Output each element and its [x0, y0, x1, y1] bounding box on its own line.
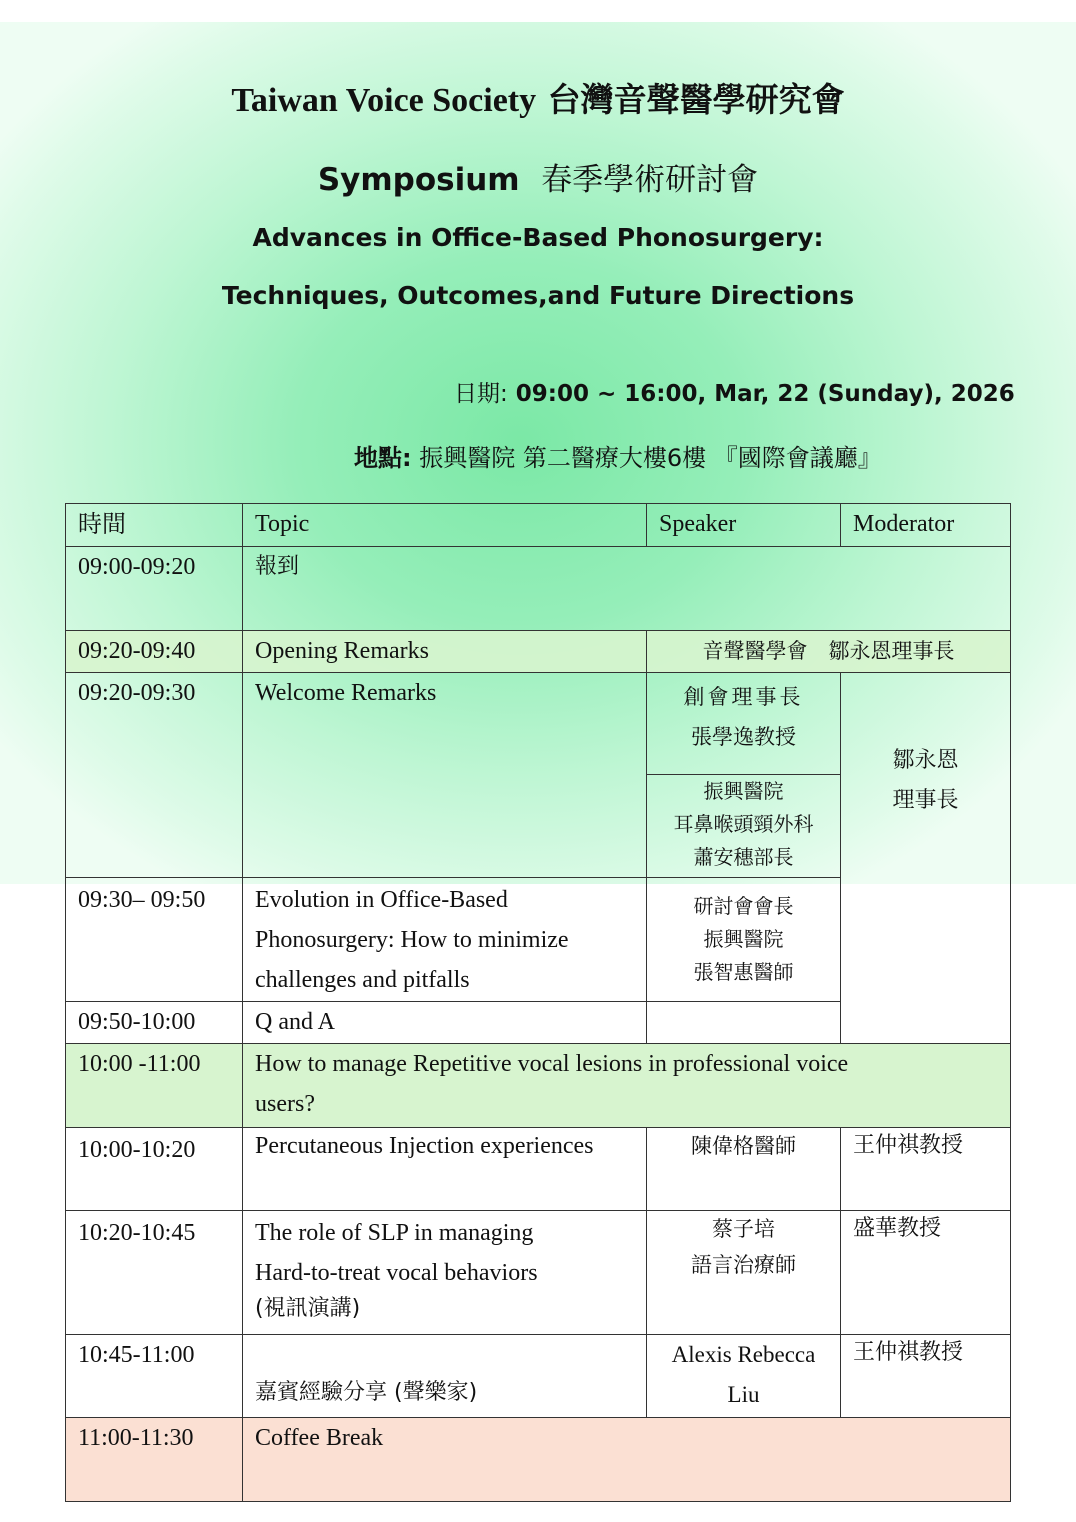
- speaker-cell: [647, 1002, 841, 1044]
- time-cell: 10:20-10:45: [66, 1211, 243, 1335]
- header-topic: Topic: [243, 504, 647, 547]
- topic-line: Phonosurgery: How to minimize: [255, 927, 569, 953]
- speaker-line: 創會理事長: [683, 685, 804, 709]
- time-cell: 09:00-09:20: [66, 547, 243, 631]
- header-time: 時間: [66, 504, 243, 547]
- speaker-cell: 陳偉格醫師: [647, 1128, 841, 1211]
- symposium-zh: 春季學術研討會: [541, 162, 759, 198]
- table-row: [66, 547, 1011, 631]
- topic-cell: [243, 1211, 647, 1335]
- venue-label: 地點:: [354, 444, 412, 472]
- speaker-line: Alexis Rebecca: [671, 1342, 816, 1367]
- topic-line: The role of SLP in managing: [255, 1220, 534, 1246]
- speaker-line: Liu: [727, 1382, 760, 1407]
- time-cell: 10:00-10:20: [66, 1128, 243, 1211]
- date-value: 09:00 ~ 16:00, Mar, 22 (Sunday), 2026: [515, 381, 1015, 407]
- topic-cell: [243, 1044, 1011, 1128]
- society-name-zh: 台灣音聲醫學研究會: [547, 80, 845, 119]
- speaker-cell: 音聲醫學會 鄒永恩理事長: [647, 631, 1011, 673]
- time-cell: 10:00 -11:00: [66, 1044, 243, 1128]
- topic-line: Hard-to-treat vocal behaviors: [255, 1260, 538, 1286]
- time-cell: 09:20-09:30: [66, 673, 243, 878]
- time-cell: 09:30– 09:50: [66, 878, 243, 1002]
- venue-value: 振興醫院 第二醫療大樓6樓 『國際會議廳』: [419, 444, 882, 472]
- speaker-line: 研討會會長: [693, 894, 794, 918]
- time-cell: 11:00-11:30: [66, 1418, 243, 1502]
- topic-cell: Opening Remarks: [243, 631, 647, 673]
- table-header-row: [66, 504, 1011, 547]
- moderator-line: 理事長: [892, 787, 959, 813]
- time-cell: 10:45-11:00: [66, 1335, 243, 1418]
- table-row: [66, 631, 1011, 673]
- moderator-line: 鄒永恩: [892, 747, 959, 773]
- topic-line: users?: [255, 1091, 315, 1117]
- table-row: [66, 1418, 1011, 1502]
- moderator-cell: 王仲祺教授: [841, 1128, 1011, 1211]
- schedule-table: [65, 503, 1011, 1502]
- speaker-cell: [647, 673, 841, 775]
- speaker-line: 語言治療師: [691, 1253, 796, 1277]
- speaker-cell: [647, 878, 841, 1002]
- table-row: [66, 673, 1011, 775]
- topic-cell: Q and A: [243, 1002, 647, 1044]
- speaker-line: 振興醫院: [703, 927, 784, 951]
- table-row: [66, 1044, 1011, 1128]
- table-row: [66, 1211, 1011, 1335]
- date-label: 日期:: [454, 381, 508, 407]
- table-row: [66, 1335, 1011, 1418]
- topic-cell: Welcome Remarks: [243, 673, 647, 878]
- society-name-en: Taiwan Voice Society: [231, 82, 537, 119]
- speaker-line: 振興醫院: [703, 779, 784, 803]
- topic-line: How to manage Repetitive vocal lesions in professional voice: [255, 1051, 849, 1077]
- symposium-en: Symposium: [317, 162, 520, 198]
- time-cell: 09:20-09:40: [66, 631, 243, 673]
- topic-line: challenges and pitfalls: [255, 967, 470, 993]
- speaker-cell: [647, 1335, 841, 1418]
- speaker-line: 蔡子培: [712, 1217, 775, 1241]
- moderator-cell: [841, 673, 1011, 1044]
- society-title: [0, 74, 1076, 121]
- moderator-cell: 王仲祺教授: [841, 1335, 1011, 1418]
- speaker-line: 張智惠醫師: [693, 960, 794, 984]
- theme-line-1: Advances in Office-Based Phonosurgery:: [252, 223, 824, 252]
- symposium-title: [0, 154, 1076, 199]
- speaker-line: 張學逸教授: [691, 725, 796, 749]
- topic-cell: 嘉賓經驗分享 (聲樂家): [243, 1335, 647, 1418]
- speaker-line: 蕭安穗部長: [693, 845, 794, 869]
- topic-line: (視訊演講): [255, 1296, 361, 1321]
- table-row: [66, 1128, 1011, 1211]
- time-cell: 09:50-10:00: [66, 1002, 243, 1044]
- topic-line: Evolution in Office-Based: [255, 887, 508, 913]
- speaker-line: 耳鼻喉頭頸外科: [673, 812, 814, 836]
- topic-cell: Percutaneous Injection experiences: [243, 1128, 647, 1211]
- event-venue: [354, 438, 882, 473]
- topic-cell: 報到: [243, 547, 1011, 631]
- moderator-cell: 盛華教授: [841, 1211, 1011, 1335]
- topic-cell: [243, 878, 647, 1002]
- header-moderator: Moderator: [841, 504, 1011, 547]
- topic-cell: Coffee Break: [243, 1418, 1011, 1502]
- speaker-cell: [647, 1211, 841, 1335]
- speaker-cell: [647, 775, 841, 878]
- theme-line-2: Techniques, Outcomes,and Future Directions: [221, 281, 855, 310]
- event-date: [454, 375, 1015, 408]
- header-speaker: Speaker: [647, 504, 841, 547]
